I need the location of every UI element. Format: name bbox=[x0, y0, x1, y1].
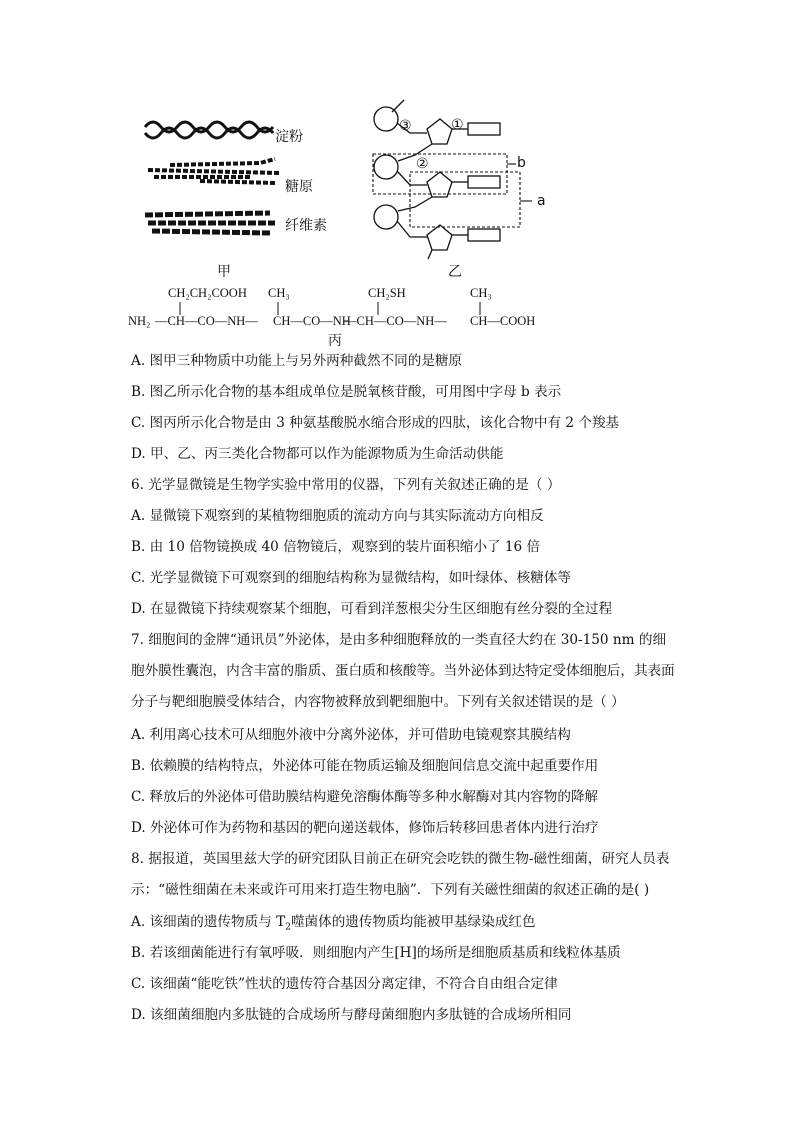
q8-option-a bbox=[131, 916, 536, 933]
chain-segment-4: —CH—CO—NH— bbox=[344, 314, 447, 328]
q6-option-c: C. 光学显微镜下可观察到的细胞结构称为显微结构，如叶绿体、核糖体等 bbox=[131, 570, 571, 586]
marker-1: ① bbox=[451, 117, 464, 133]
label-starch: 淀粉 bbox=[275, 129, 303, 145]
q5-option-c: C. 图丙所示化合物是由 3 种氨基酸脱水缩合形成的四肽，该化合物中有 2 个羧基 bbox=[131, 415, 620, 431]
marker-3: ③ bbox=[399, 118, 412, 134]
label-cellulose: 纤维素 bbox=[285, 218, 327, 234]
q6-option-b: B. 由 10 倍物镜换成 40 倍物镜后，观察到的装片面积缩小了 16 倍 bbox=[131, 539, 541, 555]
side-group-1: CH₂CH₂COOH bbox=[168, 286, 247, 300]
polysaccharide-chains-illustration bbox=[140, 115, 370, 245]
chain-segment-5: CH—COOH bbox=[470, 314, 536, 328]
side-group-4: CH₃ bbox=[470, 286, 492, 300]
bracket-b-label: b bbox=[517, 155, 526, 171]
q5-option-d: D. 甲、乙、丙三类化合物都可以作为能源物质为生命活动供能 bbox=[131, 446, 504, 462]
q8-option-a-pre: A. 该细菌的遗传物质与 T bbox=[131, 914, 286, 930]
caption-jia: 甲 bbox=[217, 264, 231, 280]
q6-option-a: A. 显微镜下观察到的某植物细胞质的流动方向与其实际流动方向相反 bbox=[131, 508, 544, 524]
chain-segment-3: CH—CO—NH bbox=[273, 314, 351, 328]
figure-bing bbox=[128, 282, 568, 352]
q7-option-a: A. 利用离心技术可从细胞外液中分离外泌体，并可借助电镜观察其膜结构 bbox=[131, 727, 571, 743]
q7-stem-line-1: 7. 细胞间的金牌“通讯员”外泌体，是由多种细胞释放的一类直径大约在 30-150 nm 的细 bbox=[131, 632, 667, 648]
q8-option-b: B. 若该细菌能进行有氧呼吸．则细胞内产生[H]的场所是细胞质基质和线粒体基质 bbox=[131, 945, 621, 961]
caption-yi: 乙 bbox=[448, 264, 462, 280]
figure-yi bbox=[370, 97, 570, 282]
q8-option-a-post: 噬菌体的遗传物质均能被甲基绿染成红色 bbox=[290, 914, 536, 930]
figure-jia bbox=[140, 115, 370, 280]
q6-stem: 6. 光学显微镜是生物学实验中常用的仪器，下列有关叙述正确的是（ ） bbox=[131, 477, 561, 493]
chain-segment-2: —CH—CO—NH— bbox=[155, 314, 258, 328]
q8-option-c: C. 该细菌“能吃铁”性状的遗传符合基因分离定律，不符合自由组合定律 bbox=[131, 976, 558, 992]
marker-2: ② bbox=[416, 156, 429, 172]
q8-stem-line-1: 8. 据报道，英国里兹大学的研究团队目前正在研究会吃铁的微生物-磁性细菌，研究人员表 bbox=[131, 851, 670, 867]
q8-option-d: D. 该细菌细胞内多肽链的合成场所与酵母菌细胞内多肽链的合成场所相同 bbox=[131, 1007, 572, 1023]
q7-option-c: C. 释放后的外泌体可借助膜结构避免溶酶体酶等多种水解酶对其内容物的降解 bbox=[131, 789, 599, 805]
q7-option-d: D. 外泌体可作为药物和基因的靶向递送载体，修饰后转移回患者体内进行治疗 bbox=[131, 820, 599, 836]
label-glycogen: 糖原 bbox=[285, 179, 313, 195]
q5-option-a: A. 图甲三种物质中功能上与另外两种截然不同的是糖原 bbox=[131, 353, 463, 369]
q5-option-b: B. 图乙所示化合物的基本组成单位是脱氧核苷酸，可用图中字母 b 表示 bbox=[131, 384, 562, 400]
q8-stem-line-2: 示：“磁性细菌在未来或许可用来打造生物电脑”．下列有关磁性细菌的叙述正确的是( ) bbox=[131, 882, 650, 898]
side-group-3: CH₂SH bbox=[368, 286, 406, 300]
caption-bing: 丙 bbox=[328, 333, 342, 349]
q7-option-b: B. 依赖膜的结构特点，外泌体可能在物质运输及细胞间信息交流中起重要作用 bbox=[131, 758, 599, 774]
q6-option-d: D. 在显微镜下持续观察某个细胞，可看到洋葱根尖分生区细胞有丝分裂的全过程 bbox=[131, 601, 613, 617]
side-group-2: CH₃ bbox=[268, 286, 290, 300]
bracket-a-label: a bbox=[537, 193, 546, 209]
q7-stem-line-3: 分子与靶细胞膜受体结合，内容物被释放到靶细胞中。下列有关叙述错误的是（ ） bbox=[131, 694, 625, 710]
q8-option-a-sub: 2 bbox=[285, 922, 291, 933]
chain-segment-1: NH₂ bbox=[128, 314, 151, 328]
q7-stem-line-2: 胞外膜性囊泡，内含丰富的脂质、蛋白质和核酸等。当外泌体到达特定受体细胞后，其表面 bbox=[131, 663, 675, 679]
